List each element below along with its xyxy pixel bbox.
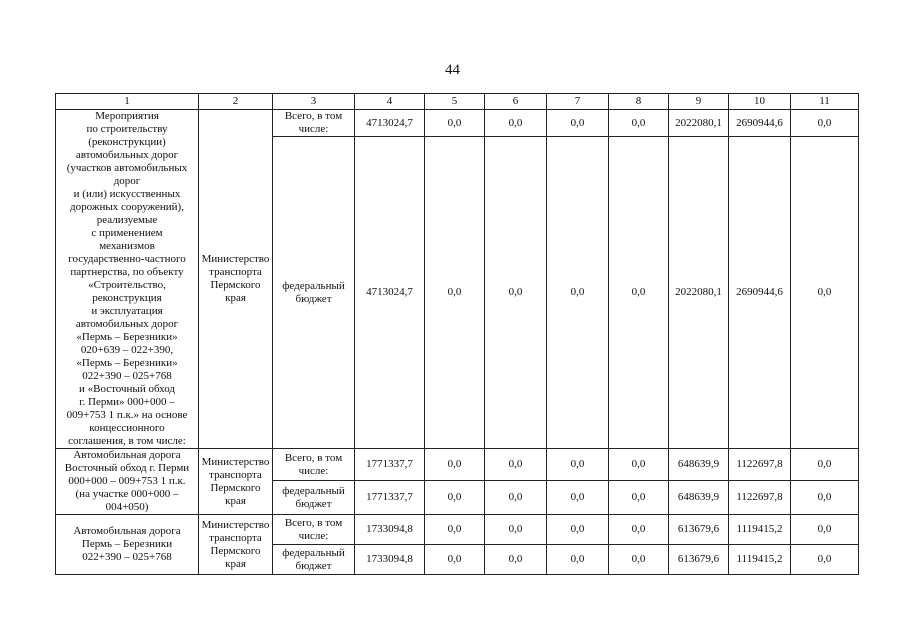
budget-table xyxy=(55,93,859,575)
value-cell-col-7: 0,0 xyxy=(547,137,609,449)
value-cell-col-7: 0,0 xyxy=(547,449,609,481)
value-cell-col-6: 0,0 xyxy=(485,481,547,515)
column-header-7: 7 xyxy=(547,94,609,110)
funding-source-cell: Всего, в том числе: xyxy=(273,449,355,481)
value-cell-col-6: 0,0 xyxy=(485,137,547,449)
value-cell-col-8: 0,0 xyxy=(609,449,669,481)
funding-source-cell: федеральный бюджет xyxy=(273,137,355,449)
value-cell-col-11: 0,0 xyxy=(791,545,859,575)
value-cell-col-9: 613679,6 xyxy=(669,515,729,545)
column-header-10: 10 xyxy=(729,94,791,110)
value-cell-col-4: 4713024,7 xyxy=(355,137,425,449)
value-cell-col-6: 0,0 xyxy=(485,449,547,481)
executor-cell: Министерство транспорта Пермского края xyxy=(199,449,273,515)
value-cell-col-8: 0,0 xyxy=(609,545,669,575)
value-cell-col-9: 2022080,1 xyxy=(669,110,729,137)
table-body xyxy=(56,110,859,575)
column-header-9: 9 xyxy=(669,94,729,110)
value-cell-col-11: 0,0 xyxy=(791,515,859,545)
executor-cell: Министерство транспорта Пермского края xyxy=(199,515,273,575)
page-number: 44 xyxy=(445,62,460,78)
value-cell-col-10: 1119415,2 xyxy=(729,545,791,575)
funding-source-cell: Всего, в том числе: xyxy=(273,515,355,545)
value-cell-col-10: 2690944,6 xyxy=(729,110,791,137)
funding-source-cell: Всего, в том числе: xyxy=(273,110,355,137)
column-header-4: 4 xyxy=(355,94,425,110)
value-cell-col-9: 648639,9 xyxy=(669,449,729,481)
table-row xyxy=(56,515,859,545)
value-cell-col-11: 0,0 xyxy=(791,449,859,481)
activity-cell: Автомобильная дорога Пермь – Березники 022+390 – 025+768 xyxy=(56,515,199,575)
value-cell-col-5: 0,0 xyxy=(425,449,485,481)
activity-cell: Автомобильная дорога Восточный обход г. Перми 000+000 – 009+753 1 п.к. (на участке 000+000 – 004+050) xyxy=(56,449,199,515)
value-cell-col-5: 0,0 xyxy=(425,481,485,515)
value-cell-col-9: 2022080,1 xyxy=(669,137,729,449)
activity-cell: Мероприятия по строительству (реконструкции) автомобильных дорог (участков автомобильных дорог и (или) искусственных дорожных сооружений), реализуемые с применением механизмов государственно-частного партнерства, по объекту «Строительство, реконструкция и эксплуатация автомобильных дорог «Пермь – Березники» 020+639 – 022+390, «Пермь – Березники» 022+390 – 025+768 и «Восточный обход г. Перми» 000+000 – 009+753 1 п.к.» на основе концессионного соглашения, в том числе: xyxy=(56,110,199,449)
column-header-8: 8 xyxy=(609,94,669,110)
funding-source-cell: федеральный бюджет xyxy=(273,545,355,575)
value-cell-col-8: 0,0 xyxy=(609,481,669,515)
value-cell-col-4: 1771337,7 xyxy=(355,449,425,481)
value-cell-col-4: 1771337,7 xyxy=(355,481,425,515)
value-cell-col-7: 0,0 xyxy=(547,481,609,515)
value-cell-col-4: 4713024,7 xyxy=(355,110,425,137)
column-header-11: 11 xyxy=(791,94,859,110)
column-header-5: 5 xyxy=(425,94,485,110)
value-cell-col-5: 0,0 xyxy=(425,515,485,545)
value-cell-col-4: 1733094,8 xyxy=(355,515,425,545)
value-cell-col-5: 0,0 xyxy=(425,110,485,137)
value-cell-col-11: 0,0 xyxy=(791,481,859,515)
executor-cell: Министерство транспорта Пермского края xyxy=(199,110,273,449)
value-cell-col-10: 1122697,8 xyxy=(729,481,791,515)
value-cell-col-8: 0,0 xyxy=(609,110,669,137)
column-header-2: 2 xyxy=(199,94,273,110)
value-cell-col-8: 0,0 xyxy=(609,137,669,449)
value-cell-col-10: 1119415,2 xyxy=(729,515,791,545)
value-cell-col-9: 613679,6 xyxy=(669,545,729,575)
value-cell-col-11: 0,0 xyxy=(791,110,859,137)
table-row xyxy=(56,449,859,481)
value-cell-col-7: 0,0 xyxy=(547,515,609,545)
value-cell-col-9: 648639,9 xyxy=(669,481,729,515)
value-cell-col-5: 0,0 xyxy=(425,545,485,575)
value-cell-col-6: 0,0 xyxy=(485,515,547,545)
value-cell-col-11: 0,0 xyxy=(791,137,859,449)
header-row xyxy=(56,94,859,110)
value-cell-col-5: 0,0 xyxy=(425,137,485,449)
value-cell-col-7: 0,0 xyxy=(547,110,609,137)
value-cell-col-7: 0,0 xyxy=(547,545,609,575)
funding-source-cell: федеральный бюджет xyxy=(273,481,355,515)
value-cell-col-10: 1122697,8 xyxy=(729,449,791,481)
value-cell-col-6: 0,0 xyxy=(485,110,547,137)
column-header-3: 3 xyxy=(273,94,355,110)
column-header-6: 6 xyxy=(485,94,547,110)
value-cell-col-6: 0,0 xyxy=(485,545,547,575)
column-header-1: 1 xyxy=(56,94,199,110)
value-cell-col-8: 0,0 xyxy=(609,515,669,545)
value-cell-col-10: 2690944,6 xyxy=(729,137,791,449)
value-cell-col-4: 1733094,8 xyxy=(355,545,425,575)
table-row xyxy=(56,110,859,137)
